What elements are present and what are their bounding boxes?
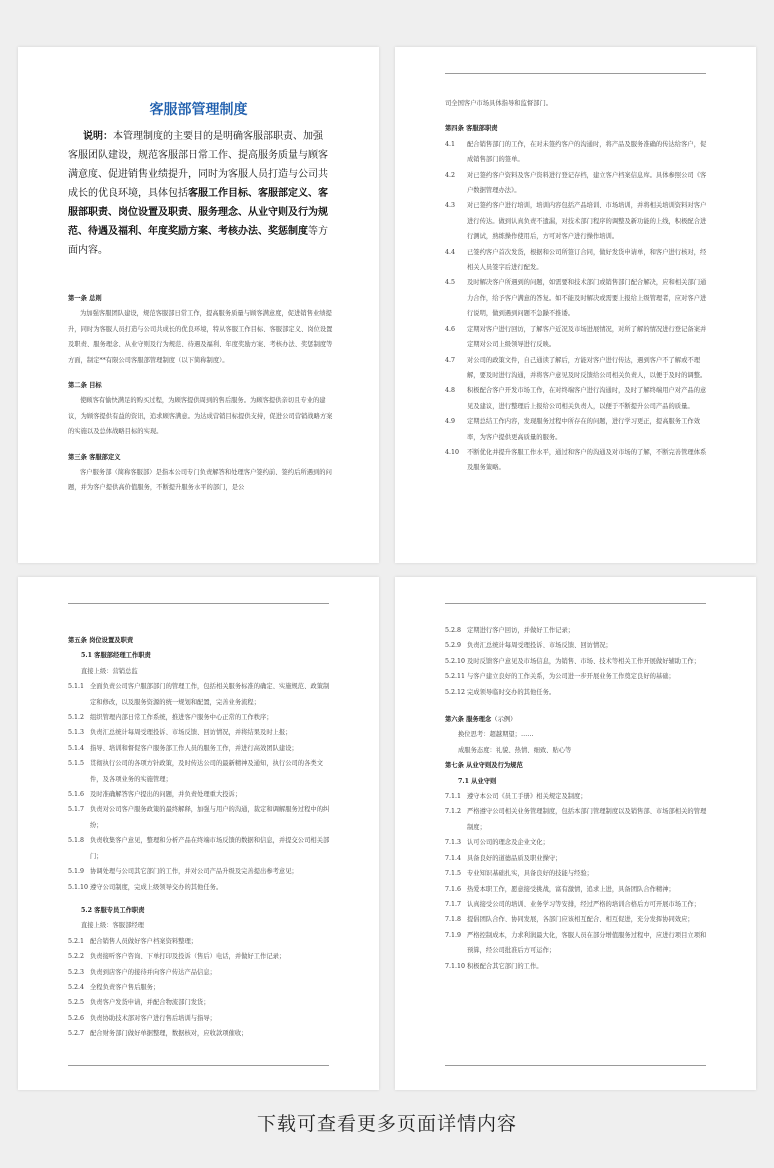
supervisor-line: 直接上级：客服部经理 <box>81 922 144 930</box>
item-text: 积极配合客户开发市场工作，在对终端客户进行沟通时，及时了解终端用户对产品的意见及建议，进行整理后上报给公司相关负责人，以便于不断提升公司产品的质量。 <box>467 387 707 410</box>
list-item <box>445 669 710 684</box>
list-item <box>68 864 333 879</box>
item-number: 7.1.3 <box>445 839 462 847</box>
item-number: 4.7 <box>445 356 456 364</box>
list-item <box>68 995 333 1010</box>
list-item <box>68 965 333 980</box>
specialist-duty-list-continued <box>445 623 710 700</box>
page-footer-rule <box>68 1065 329 1066</box>
list-item <box>68 880 333 895</box>
item-text: 负责对公司客户服务政策的最终解释，加强与用户的沟通，裁定和调解服务过程中的纠纷； <box>90 806 330 829</box>
item-number: 7.1.4 <box>445 854 462 862</box>
list-item <box>445 445 710 476</box>
item-number: 4.4 <box>445 248 456 256</box>
item-number: 7.1.5 <box>445 870 462 878</box>
list-item <box>445 897 710 912</box>
item-number: 5.2.10 <box>445 657 466 665</box>
list-item <box>68 980 333 995</box>
subsection-heading: 7.1 从业守则 <box>458 777 497 785</box>
document-page-2 <box>395 47 756 563</box>
item-text: 定期进行客户回访，并做好工作记录； <box>467 627 575 634</box>
intro-label: 说明： <box>83 131 113 142</box>
section-heading: 第七条 从业守则及行为规范 <box>445 762 523 770</box>
section-heading: 第二条 目标 <box>68 382 102 390</box>
list-item <box>445 168 710 199</box>
specialist-duty-list <box>68 934 333 1042</box>
subsection-heading: 5.1 客服部经理工作职责 <box>81 652 151 660</box>
list-item <box>445 383 710 414</box>
item-number: 5.1.4 <box>68 744 85 752</box>
item-number: 5.2.5 <box>68 999 85 1007</box>
item-number: 5.1.2 <box>68 714 85 722</box>
section-heading <box>445 712 710 727</box>
item-text: 负责协助技术部对客户进行售后培训与指导； <box>90 1014 216 1022</box>
item-number: 4.8 <box>445 387 456 395</box>
service-line: 换位思考：超越期望；…… <box>458 731 534 739</box>
document-page-3 <box>18 577 379 1090</box>
duty-list <box>445 137 710 476</box>
item-text: 及时准确解答客户提出的问题，并负责处理重大投诉； <box>90 791 242 799</box>
download-prompt: 下载可查看更多页面详情内容 <box>256 1113 517 1135</box>
item-number: 4.1 <box>445 140 456 148</box>
item-text: 负责汇总统计每周受理投诉、市场反馈、回访情况； <box>467 642 612 650</box>
list-item <box>445 804 710 835</box>
list-item <box>445 638 710 653</box>
item-number: 5.2.2 <box>68 953 85 961</box>
conduct-rule-list <box>445 789 710 974</box>
item-number: 7.1.7 <box>445 900 462 908</box>
subsection-heading: 5.2 客服专员工作职责 <box>81 906 145 914</box>
continued-text: 司全国客户市场具体指导和监督部门。 <box>445 100 553 107</box>
item-number: 7.1.10 <box>445 962 466 970</box>
item-text: 不断优化并提升客服工作水平，通过和客户的沟通及对市场的了解，不断完善管理体系及服务策略。 <box>467 448 707 472</box>
section-heading: 第一条 总则 <box>68 295 102 302</box>
item-text: 全面负责公司客户服部部门的管理工作，包括相关服务标准的确定、实施规范、政策制定和修改，以及服务资源的统一规划和配置，完善业务流程； <box>90 683 330 706</box>
list-item <box>68 679 333 710</box>
item-number: 5.2.6 <box>68 1014 85 1022</box>
list-item <box>445 912 710 927</box>
item-text: 完成领导临时交办的其他任务。 <box>467 688 556 696</box>
item-number: 5.2.1 <box>68 937 85 945</box>
intro-bold-text: 客服工作目标、客服部定义、客服部职责、岗位设置及职责、服务理念、从业守则及行为规范、待遇及福利、年度奖励方案、考核办法、奖惩制度 <box>68 188 328 237</box>
item-number: 7.1.6 <box>445 885 462 893</box>
section-text: 使顾客有愉快满足的购买过程，为顾客提供周到的售后服务。为顾客提供亲切且专业的建议，为顾客提供有益的资讯，追求顾客满意。为达成营销目标提供支持，促进公司营销战略方案的实施以及总体战略目标的实现。 <box>68 397 333 436</box>
list-item <box>68 802 333 833</box>
item-number: 4.5 <box>445 279 456 287</box>
list-item <box>445 353 710 384</box>
list-item <box>445 835 710 850</box>
item-number: 4.9 <box>445 418 456 426</box>
item-number: 5.2.8 <box>445 627 462 634</box>
section-heading-tag: （示例） <box>491 716 517 724</box>
item-number: 4.2 <box>445 171 456 179</box>
list-item <box>445 245 710 276</box>
item-text: 提倡团队合作、协同发展，各部门应该相互配合、相互促进，充分发挥协同效应； <box>467 916 694 924</box>
list-item <box>68 725 333 740</box>
item-text: 已签约客户首次发货，根据和公司所签订合同，做好发货申请单，和客户进行核对，经相关人员签字后进行配发。 <box>467 248 707 272</box>
item-text: 具备良好的道德品质及职业操守； <box>467 854 562 862</box>
item-number: 4.3 <box>445 202 456 210</box>
item-number: 5.2.4 <box>68 983 85 991</box>
item-text: 负责接听客户咨询、下单打印及投诉（售后）电话，并做好工作记录； <box>90 953 286 961</box>
section-heading: 第四条 客服部职责 <box>445 125 498 133</box>
list-item <box>68 833 333 864</box>
item-text: 对公司的政策文件，自己通读了解后，方能对客户进行传达，遇到客户不了解或不理解，要及时进行沟通，并将客户意见及时反馈给公司相关负责人，以便于及时的调整。 <box>467 356 707 379</box>
list-item <box>445 322 710 353</box>
item-number: 5.1.6 <box>68 791 85 799</box>
list-item <box>445 866 710 881</box>
item-text: 指导、培训和督促客户服务部工作人员的服务工作，并进行高效团队建设； <box>90 744 298 752</box>
item-text: 及时反馈客户意见及市场信息，为销售、市场、技术等相关工作开展做好辅助工作； <box>467 657 700 665</box>
list-item <box>445 789 710 804</box>
page-header-rule <box>445 603 706 604</box>
list-item <box>445 882 710 897</box>
item-text: 贯彻执行公司的各项方针政策，及时传达公司的最新精神及通知，执行公司的各类文件，及各项业务的实施管理； <box>90 760 323 783</box>
list-item <box>68 949 333 964</box>
item-number: 7.1.8 <box>445 916 462 924</box>
list-item <box>445 137 710 168</box>
list-item <box>445 959 710 974</box>
page-footer-rule <box>445 1065 706 1066</box>
item-text: 负责汇总统计每周受理投诉、市场反馈、回访情况，并将结果及时上报； <box>90 729 292 737</box>
page3-body <box>68 633 333 1042</box>
list-item <box>445 414 710 445</box>
item-text: 配合销售部门的工作，在对未签约客户的沟通时，将产品及服务准确的传达给客户，促成销售部门的签单。 <box>467 140 707 164</box>
item-text: 积极配合其它部门的工作。 <box>467 962 543 970</box>
page-header-rule <box>68 603 329 604</box>
item-number: 5.2.7 <box>68 1030 85 1038</box>
item-number: 7.1.2 <box>445 808 462 816</box>
item-number: 5.1.1 <box>68 683 85 691</box>
list-item <box>445 685 710 700</box>
item-number: 7.1.1 <box>445 793 462 801</box>
list-item <box>68 741 333 756</box>
item-number: 5.1.9 <box>68 868 85 876</box>
section-heading: 第三条 客服部定义 <box>68 453 121 461</box>
item-text: 定期对客户进行回访，了解客户近况及市场进展情况，对所了解的情况进行登记备案并定期对公司上级领导进行反映。 <box>467 325 707 349</box>
service-line: 成服务态度：礼貌、热情、细致、贴心等 <box>458 746 572 754</box>
intro-tail: 等方面内容。 <box>68 226 328 256</box>
list-item <box>68 787 333 802</box>
section-heading: 第五条 岗位设置及职责 <box>68 637 134 644</box>
list-item <box>68 756 333 787</box>
document-page-4 <box>395 577 756 1090</box>
item-text: 遵守公司制度，完成上级领导交办的其他任务。 <box>90 883 223 891</box>
supervisor-line: 直接上级：营销总监 <box>81 667 138 675</box>
item-text: 专业知识基础扎实，具备良好的技能与经验； <box>467 870 593 878</box>
item-number: 4.10 <box>445 448 460 456</box>
list-item <box>68 934 333 949</box>
item-text: 协调处理与公司其它部门的工作，并对公司产品升级及完善提出参考意见； <box>90 868 298 876</box>
item-number: 5.1.7 <box>68 806 85 814</box>
item-number: 5.2.12 <box>445 688 466 696</box>
item-number: 5.2.11 <box>445 673 466 681</box>
page1-body <box>68 291 333 496</box>
list-item <box>445 851 710 866</box>
list-item <box>68 1026 333 1041</box>
list-item <box>445 928 710 959</box>
item-number: 7.1.9 <box>445 931 462 939</box>
section-text: 为加强客服团队建设，规范客服部日常工作，提高服务质量与顾客满意度，促进销售业绩提升，同时为客服人员打造与公司共成长的优良环境，特从客服工作目标、客服部定义、岗位设置及职责、服务理念、从业守则及行为规范、待遇及福利、年度奖励方案、考核办法、奖惩制度等方面，制定**有限公司客服部管理制度（以下简称制度）。 <box>68 310 333 364</box>
intro-paragraph <box>68 127 329 260</box>
item-text: 热爱本职工作，愿意接受挑战，富有激情，追求上进，具备团队合作精神； <box>467 885 675 893</box>
section-text: 客户服务部（简称客服部）是指本公司专门负责解答和处理客户签约前、签约后所遇到的问题，并为客户提供高价值服务，不断提升服务水平的部门，是公 <box>68 469 332 492</box>
list-item <box>445 623 710 638</box>
intro-text: 本管理制度的主要目的是明确客服部职责、加强客服团队建设，规范客服部日常工作、提高服务质量与顾客满意度、促进销售业绩提升，同时为客服人员打造与公司共成长的优良环境，具体包括 <box>68 131 328 199</box>
manager-duty-list <box>68 679 333 895</box>
section-heading-text: 第六条 服务理念 <box>445 716 492 724</box>
item-number: 5.2.9 <box>445 642 462 650</box>
item-text: 与客户建立良好的工作关系，为公司进一步开展业务工作奠定良好的基础； <box>467 673 675 681</box>
list-item <box>445 198 710 244</box>
page2-body <box>445 96 710 476</box>
document-title: 客服部管理制度 <box>149 102 248 118</box>
list-item <box>68 1011 333 1026</box>
item-number: 5.2.3 <box>68 968 85 976</box>
list-item <box>445 275 710 321</box>
item-text: 遵守本公司《员工手册》相关规定及制度； <box>467 793 587 801</box>
item-text: 负责到店客户的接待并向客户传达产品信息； <box>90 968 216 976</box>
item-number: 5.1.10 <box>68 883 89 891</box>
item-text: 及时解决客户所遇到的问题，如需要和技术部门或销售部门配合解决，应和相关部门通力合作，给予客户满意的答复。如不能及时解决或需要上报给上级管理者，应对客户进行说明，做到遇到问题不急躁不推诿。 <box>467 279 707 318</box>
item-text: 配合销售人员做好客户档案资料整理； <box>90 937 198 945</box>
item-text: 严格遵守公司相关业务管理制度，包括本部门管理制度以及销售部、市场部相关的管理制度； <box>467 808 707 831</box>
list-item <box>445 654 710 669</box>
item-text: 对已签约客户进行培训，培训内容包括产品培训、市场培训，并将相关培训资料对客户进行传达。做到认真负责不遗漏，对技术部门程序的调整及新功能的上线，积极配合进行测试，熟练操作使用后，方可对客户进行操作培训。 <box>467 202 707 241</box>
item-number: 5.1.8 <box>68 837 85 845</box>
item-text: 组织管理内部日常工作系统，推进客户服务中心正常的工作秩序； <box>90 714 273 722</box>
item-number: 5.1.3 <box>68 729 85 737</box>
item-text: 配合财务部门做好单据整理，数据核对，应收款项催收； <box>90 1030 248 1038</box>
item-text: 定期总结工作内容，发现服务过程中所存在的问题，进行学习更正，提高服务工作效率，为客户提供更高质量的服务。 <box>467 418 700 441</box>
item-text: 负责客户发货申请，并配合物流部门发货； <box>90 999 210 1007</box>
item-text: 严格控制成本，力求利润最大化，客服人员在部分增值服务过程中，应进行项目立项和预算，经公司批准后方可运作； <box>467 931 707 955</box>
list-item <box>68 710 333 725</box>
item-text: 负责收集客户意见，整理和分析产品在终端市场反馈的数据和信息，并提交公司相关部门； <box>90 837 330 860</box>
item-text: 对已签约客户资料及客户资料进行登记存档，建立客户档案信息库。具体参照公司《客户数据管理办法》。 <box>467 171 707 195</box>
item-number: 5.1.5 <box>68 760 85 768</box>
item-text: 认可公司的理念及企业文化； <box>467 839 549 847</box>
item-text: 认真接受公司的培训、业务学习等安排，经过严格的培训合格后方可开展市场工作； <box>467 900 700 908</box>
page-header-rule <box>445 73 706 74</box>
document-page-1 <box>18 47 379 563</box>
page4-body <box>445 623 710 974</box>
item-text: 全程负责客户售后服务； <box>90 983 160 991</box>
item-number: 4.6 <box>445 325 456 333</box>
